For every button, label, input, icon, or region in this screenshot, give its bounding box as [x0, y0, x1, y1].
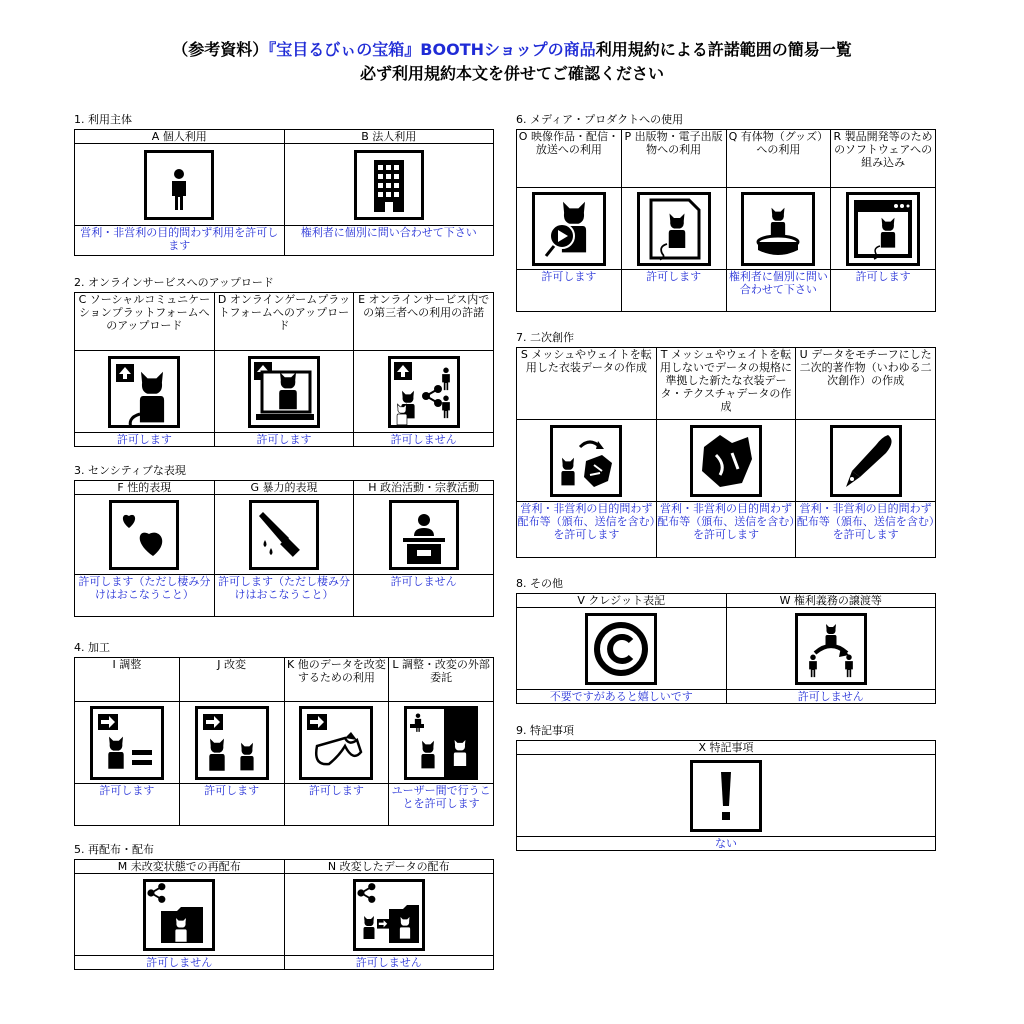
item-icon-cell [517, 420, 657, 502]
item-label: I 調整 [75, 658, 180, 702]
item-status: 許可します [75, 784, 180, 826]
modify-other-icon [299, 706, 373, 780]
item-status: 許可します [179, 784, 284, 826]
item-label: P 出版物・電子出版物への利用 [621, 130, 726, 188]
item-icon-cell [517, 608, 727, 690]
title-prefix: （参考資料） [172, 40, 269, 59]
section-table [516, 740, 936, 851]
outsource-icon [404, 706, 478, 780]
section-redistribution [74, 843, 494, 970]
share-folder-icon [143, 879, 215, 951]
item-icon-cell [517, 755, 936, 837]
section-table [516, 347, 936, 558]
item-label: H 政治活動・宗教活動 [354, 481, 494, 495]
item-label: J 改変 [179, 658, 284, 702]
item-icon-cell [75, 874, 285, 956]
item-icon-cell [831, 188, 936, 270]
share-modified-icon [353, 879, 425, 951]
item-label: T メッシュやウェイトを転用しないでデータの規格に準拠した新たな衣装データ・テクスチャデータの作成 [656, 348, 796, 420]
item-status: ない [517, 837, 936, 851]
title-suffix: 利用規約による許諾範囲の簡易一覧 [595, 40, 852, 59]
section-heading: 7. 二次創作 [516, 331, 574, 344]
item-status: 権利者に個別に問い合わせて下さい [284, 226, 494, 256]
item-icon-cell [354, 351, 494, 433]
item-icon-cell [75, 495, 215, 575]
section-table [74, 657, 494, 826]
section-table [74, 129, 494, 256]
cloth-icon [690, 425, 762, 497]
adjust-icon [90, 706, 164, 780]
section-processing [74, 641, 494, 826]
item-label: N 改変したデータの配布 [284, 860, 494, 874]
section-table [516, 129, 936, 312]
section-heading: 6. メディア・プロダクトへの使用 [516, 113, 684, 126]
item-status: 許可します [75, 433, 215, 447]
section-usage-subject [74, 113, 494, 256]
item-status: 営利・非営利の目的問わず利用を許可します [75, 226, 285, 256]
exclamation-icon [690, 760, 762, 832]
section-heading: 4. 加工 [74, 641, 110, 654]
item-label: R 製品開発等のためのソフトウェアへの組み込み [831, 130, 936, 188]
item-label: D オンラインゲームプラットフォームへのアップロード [214, 293, 354, 351]
item-icon-cell [389, 702, 494, 784]
section-special-notes [516, 724, 936, 851]
section-other [516, 577, 936, 704]
item-label: C ソーシャルコミュニケーションプラットフォームへのアップロード [75, 293, 215, 351]
section-heading: 5. 再配布・配布 [74, 843, 154, 856]
transfer-icon [795, 613, 867, 685]
item-status: 許可します（ただし棲み分けはおこなうこと） [214, 575, 354, 617]
item-icon-cell [214, 351, 354, 433]
section-derivative [516, 331, 936, 558]
page-subtitle: 必ず利用規約本文を併せてご確認ください [359, 64, 664, 83]
item-icon-cell [75, 702, 180, 784]
building-icon [354, 150, 424, 220]
item-icon-cell [179, 702, 284, 784]
section-table [74, 480, 494, 617]
item-status: 営利・非営利の目的問わず配布等（頒布、送信を含む）を許可します [517, 502, 657, 558]
section-heading: 1. 利用主体 [74, 113, 132, 126]
item-status: 権利者に個別に問い合わせて下さい [726, 270, 831, 312]
publication-icon [637, 192, 711, 266]
item-label: A 個人利用 [75, 130, 285, 144]
video-icon [532, 192, 606, 266]
item-status: 許可します [831, 270, 936, 312]
hearts-icon [109, 500, 179, 570]
item-icon-cell [284, 144, 494, 226]
item-status: 不要ですがあると嬉しいです [517, 690, 727, 704]
item-icon-cell [284, 874, 494, 956]
item-icon-cell [656, 420, 796, 502]
item-icon-cell [796, 420, 936, 502]
pen-icon [830, 425, 902, 497]
item-icon-cell [726, 608, 936, 690]
item-status: 許可しません [726, 690, 936, 704]
item-label: G 暴力的表現 [214, 481, 354, 495]
item-status: 許可します [621, 270, 726, 312]
item-label: B 法人利用 [284, 130, 494, 144]
item-icon-cell [284, 702, 389, 784]
section-heading: 9. 特記事項 [516, 724, 574, 737]
section-heading: 2. オンラインサービスへのアップロード [74, 276, 274, 289]
mesh-icon [550, 425, 622, 497]
share-cats-icon [388, 356, 460, 428]
item-icon-cell [726, 188, 831, 270]
item-label: K 他のデータを改変するための利用 [284, 658, 389, 702]
item-status: 許可しません [354, 575, 494, 617]
item-status: 許可しません [75, 956, 285, 970]
upload-cat-icon [108, 356, 180, 428]
item-icon-cell [621, 188, 726, 270]
item-status: 許可します（ただし棲み分けはおこなうこと） [75, 575, 215, 617]
section-sensitive [74, 464, 494, 617]
item-label: M 未改変状態での再配布 [75, 860, 285, 874]
goods-icon [741, 192, 815, 266]
item-status: 営利・非営利の目的問わず配布等（頒布、送信を含む）を許可します [796, 502, 936, 558]
modify-icon [195, 706, 269, 780]
section-heading: 8. その他 [516, 577, 563, 590]
item-status: 許可しません [354, 433, 494, 447]
section-media-product [516, 113, 936, 312]
item-label: O 映像作品・配信・放送への利用 [517, 130, 622, 188]
item-status: 許可します [517, 270, 622, 312]
section-table [74, 859, 494, 970]
item-label: E オンラインサービス内での第三者への利用の許諾 [354, 293, 494, 351]
upload-monitor-cat-icon [248, 356, 320, 428]
item-label: X 特記事項 [517, 741, 936, 755]
item-label: W 権利義務の譲渡等 [726, 594, 936, 608]
item-label: U データをモチーフにした二次的著作物（いわゆる二次創作）の作成 [796, 348, 936, 420]
title-shop-name: 『宝目るびぃの宝箱』BOOTHショップの商品 [268, 40, 596, 59]
item-icon-cell [517, 188, 622, 270]
section-heading: 3. センシティブな表現 [74, 464, 186, 477]
page-title [0, 40, 1024, 60]
copyright-icon [585, 613, 657, 685]
item-label: S メッシュやウェイトを転用した衣装データの作成 [517, 348, 657, 420]
item-icon-cell [354, 495, 494, 575]
knife-icon [249, 500, 319, 570]
item-icon-cell [75, 144, 285, 226]
item-status: 許可しません [284, 956, 494, 970]
software-icon [846, 192, 920, 266]
section-table [74, 292, 494, 447]
item-label: L 調整・改変の外部委託 [389, 658, 494, 702]
podium-icon [389, 500, 459, 570]
item-label: Q 有体物（グッズ）への利用 [726, 130, 831, 188]
item-status: 営利・非営利の目的問わず配布等（頒布、送信を含む）を許可します [656, 502, 796, 558]
item-status: ユーザー間で行うことを許可します [389, 784, 494, 826]
section-online-upload [74, 276, 494, 447]
item-icon-cell [214, 495, 354, 575]
item-status: 許可します [214, 433, 354, 447]
person-icon [144, 150, 214, 220]
item-label: F 性的表現 [75, 481, 215, 495]
item-icon-cell [75, 351, 215, 433]
item-label: V クレジット表記 [517, 594, 727, 608]
section-table [516, 593, 936, 704]
item-status: 許可します [284, 784, 389, 826]
